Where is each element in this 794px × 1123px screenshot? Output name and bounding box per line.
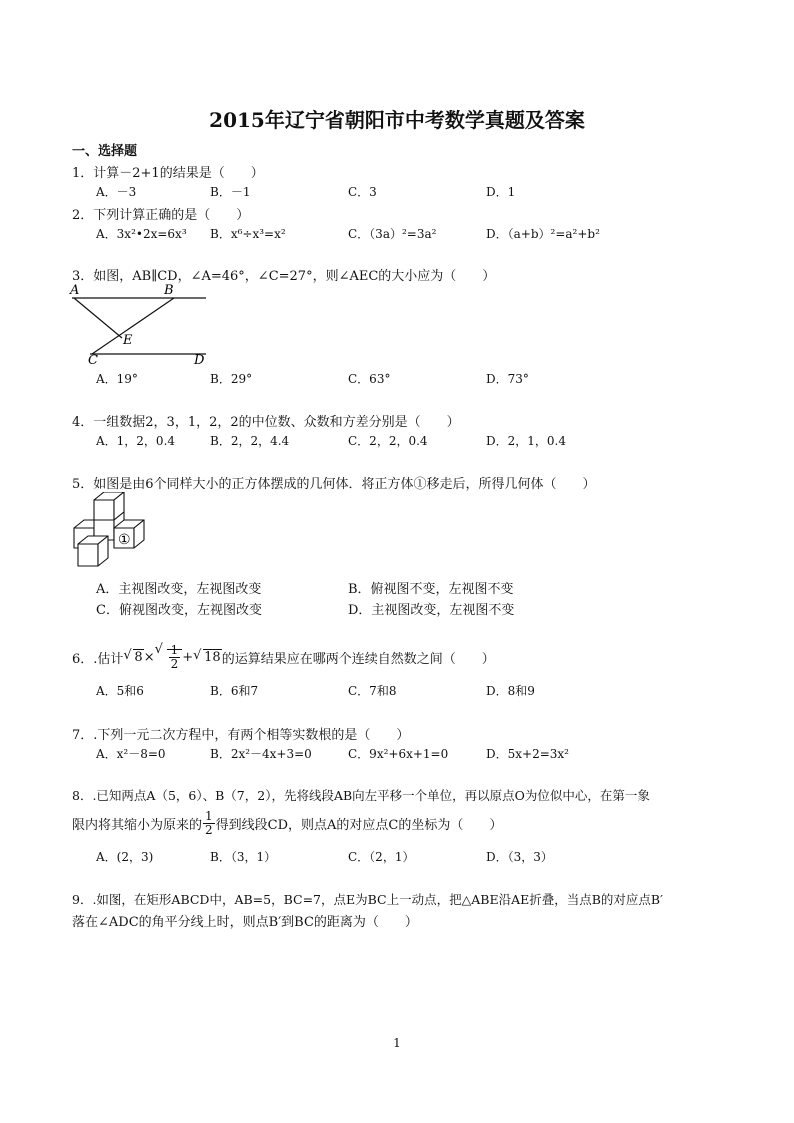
question-5-option-d: D．主视图改变，左视图不变 — [348, 603, 515, 618]
question-9-line-1: 9．.如图，在矩形ABCD中，AB=5，BC=7，点E为BC上一动点，把△ABE沿AE折叠，当点B的对应点B′ — [72, 892, 663, 907]
question-6-stem — [72, 640, 495, 674]
figure-label-a: A — [70, 283, 80, 298]
times-sign: × — [143, 649, 155, 665]
question-5-option-b: B．俯视图不变，左视图不变 — [348, 582, 514, 597]
question-4-option-d: D．2，1，0.4 — [486, 434, 566, 448]
question-6-option-d: D．8和9 — [486, 684, 535, 698]
question-6-suffix: 的运算结果应在哪两个连续自然数之间（ ） — [221, 651, 495, 667]
parallel-lines-figure — [68, 282, 218, 368]
question-8-option-b: B．（3，1） — [210, 850, 277, 864]
question-4-option-c: C．2，2，0.4 — [348, 434, 428, 448]
question-2-stem: 2．下列计算正确的是（ ） — [72, 208, 250, 223]
sqrt-8: √ 8 — [123, 650, 143, 665]
question-1-option-b: B．－1 — [210, 185, 251, 199]
section-heading: 一、选择题 — [72, 144, 138, 159]
question-1-option-a: A．－3 — [96, 185, 137, 199]
question-3-stem: 3．如图，AB∥CD，∠A=46°，∠C=27°，则∠AEC的大小应为（ ） — [72, 269, 496, 284]
question-7-option-b: B．2x²－4x+3=0 — [210, 747, 312, 761]
question-6-option-a: A．5和6 — [96, 684, 144, 698]
figure-label-c: C — [88, 353, 98, 368]
question-4-stem: 4．一组数据2，3，1，2，2的中位数、众数和方差分别是（ ） — [72, 415, 460, 430]
cube-stack-figure — [70, 492, 154, 576]
page-number: 1 — [393, 1036, 401, 1050]
question-3-option-d: D．73° — [486, 372, 529, 386]
question-5-option-a: A．主视图改变，左视图改变 — [96, 582, 262, 597]
question-9-line-2: 落在∠ADC的角平分线上时，则点B′到BC的距离为（ ） — [72, 915, 418, 930]
question-7-stem: 7．.下列一元二次方程中，有两个相等实数根的是（ ） — [72, 728, 410, 743]
sqrt-18: √ 18 — [193, 650, 222, 665]
question-4-option-a: A．1，2，0.4 — [96, 434, 176, 448]
figure-label-b: B — [164, 283, 174, 298]
plus-sign: + — [182, 649, 194, 665]
question-2-option-c: C．（3a）²=3a² — [348, 227, 437, 241]
question-8-option-d: D．（3，3） — [486, 850, 553, 864]
question-2-option-b: B．x⁶÷x³=x² — [210, 227, 286, 241]
question-5-option-c: C．俯视图改变，左视图改变 — [96, 603, 262, 618]
question-8-line-2 — [72, 806, 502, 840]
question-1-stem: 1．计算－2+1的结果是（ ） — [72, 166, 264, 181]
question-8-line-1: 8．.已知两点A（5，6）、B（7，2），先将线段AB向左平移一个单位，再以原点O为位似中心，在第一象 — [72, 788, 650, 803]
question-6-option-b: B．6和7 — [210, 684, 259, 698]
question-7-option-c: C．9x²+6x+1=0 — [348, 747, 449, 761]
question-1-option-d: D．1 — [486, 185, 516, 199]
question-5-stem: 5．如图是由6个同样大小的正方体摆成的几何体．将正方体①移走后，所得几何体（ ） — [72, 477, 596, 492]
question-8-line-2-suffix: 得到线段CD，则点A的对应点C的坐标为（ ） — [215, 817, 503, 833]
page-title: 2015年辽宁省朝阳市中考数学真题及答案 — [209, 108, 585, 132]
question-6-prefix: 6．.估计 — [72, 651, 124, 667]
question-8-line-2-prefix: 限内将其缩小为原来的 — [72, 817, 203, 833]
question-8-option-c: C．（2，1） — [348, 850, 415, 864]
question-4-option-b: B．2，2，4.4 — [210, 434, 290, 448]
question-1-option-c: C．3 — [348, 185, 377, 199]
fraction-one-half: $\frac{1}{2}$ — [205, 808, 213, 837]
cube-one-label: ① — [118, 532, 131, 548]
question-3-option-b: B．29° — [210, 372, 253, 386]
question-2-option-a: A．3x²•2x=6x³ — [96, 227, 187, 241]
question-3-option-c: C．63° — [348, 372, 391, 386]
question-7-option-d: D．5x+2=3x² — [486, 747, 569, 761]
question-6-option-c: C．7和8 — [348, 684, 397, 698]
question-7-option-a: A．x²－8=0 — [96, 747, 166, 761]
figure-label-e: E — [123, 333, 133, 348]
sqrt-half: √ $\frac{1}{2}$ — [155, 644, 183, 671]
figure-label-d: D — [194, 353, 205, 368]
question-8-option-a: A．(2，3) — [96, 850, 154, 864]
question-2-option-d: D．（a+b）²=a²+b² — [486, 227, 600, 241]
question-3-option-a: A．19° — [96, 372, 138, 386]
